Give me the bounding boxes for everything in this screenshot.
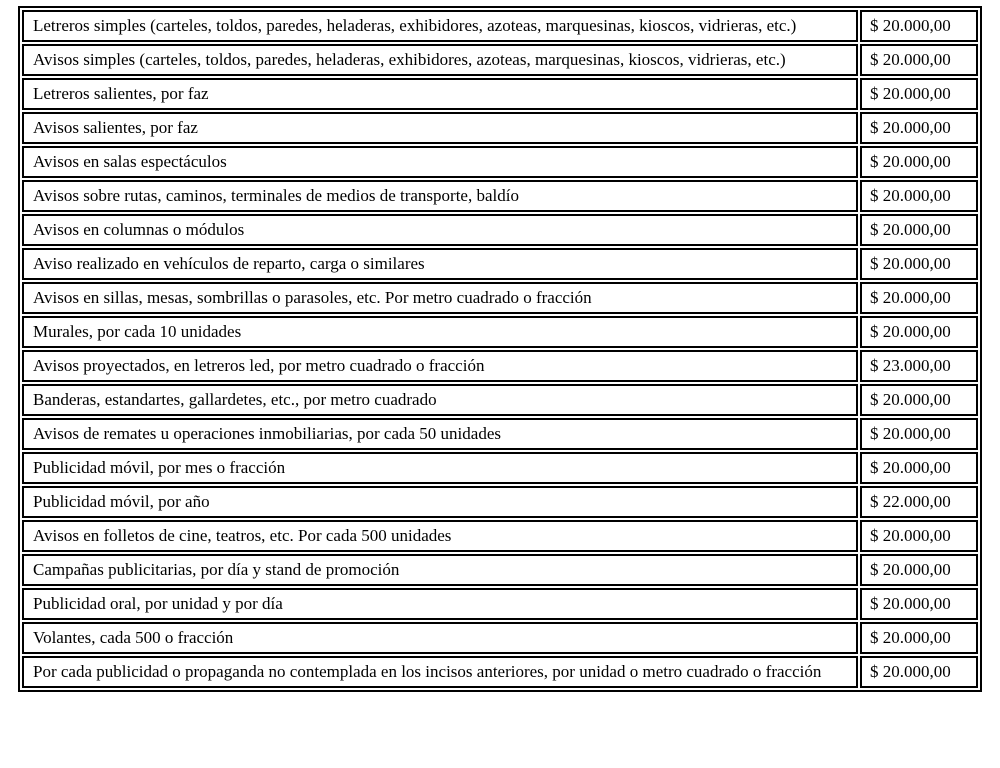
tariff-table [20,8,980,690]
item-description: Avisos simples (carteles, toldos, paredes, heladeras, exhibidores, azoteas, marquesinas, kioscos, vidrieras, etc.) [22,44,858,76]
item-price: $ 20.000,00 [860,112,978,144]
table-row [22,146,978,178]
table-row [22,214,978,246]
item-price: $ 20.000,00 [860,214,978,246]
item-description: Por cada publicidad o propaganda no contemplada en los incisos anteriores, por unidad o metro cuadrado o fracción [22,656,858,688]
table-row [22,180,978,212]
item-description: Aviso realizado en vehículos de reparto, carga o similares [22,248,858,280]
item-description: Publicidad móvil, por año [22,486,858,518]
tariff-table-border [18,6,982,692]
item-price: $ 22.000,00 [860,486,978,518]
item-description: Banderas, estandartes, gallardetes, etc., por metro cuadrado [22,384,858,416]
item-description: Murales, por cada 10 unidades [22,316,858,348]
table-row [22,588,978,620]
tariff-table-body [22,10,978,688]
table-row [22,656,978,688]
item-price: $ 20.000,00 [860,282,978,314]
item-description: Publicidad oral, por unidad y por día [22,588,858,620]
item-description: Avisos en sillas, mesas, sombrillas o parasoles, etc. Por metro cuadrado o fracción [22,282,858,314]
item-price: $ 20.000,00 [860,588,978,620]
item-price: $ 20.000,00 [860,44,978,76]
item-description: Avisos en columnas o módulos [22,214,858,246]
item-price: $ 20.000,00 [860,384,978,416]
table-row [22,554,978,586]
item-price: $ 20.000,00 [860,78,978,110]
item-price: $ 20.000,00 [860,656,978,688]
item-price: $ 20.000,00 [860,146,978,178]
item-description: Volantes, cada 500 o fracción [22,622,858,654]
table-row [22,10,978,42]
item-description: Avisos de remates u operaciones inmobiliarias, por cada 50 unidades [22,418,858,450]
table-row [22,112,978,144]
table-row [22,350,978,382]
table-row [22,452,978,484]
table-row [22,486,978,518]
item-price: $ 23.000,00 [860,350,978,382]
item-description: Campañas publicitarias, por día y stand de promoción [22,554,858,586]
table-row [22,418,978,450]
item-price: $ 20.000,00 [860,622,978,654]
table-row [22,520,978,552]
item-description: Avisos sobre rutas, caminos, terminales de medios de transporte, baldío [22,180,858,212]
item-price: $ 20.000,00 [860,418,978,450]
item-description: Avisos en folletos de cine, teatros, etc. Por cada 500 unidades [22,520,858,552]
item-description: Avisos proyectados, en letreros led, por metro cuadrado o fracción [22,350,858,382]
item-description: Publicidad móvil, por mes o fracción [22,452,858,484]
table-row [22,384,978,416]
item-price: $ 20.000,00 [860,10,978,42]
item-price: $ 20.000,00 [860,520,978,552]
item-description: Letreros simples (carteles, toldos, paredes, heladeras, exhibidores, azoteas, marquesinas, kioscos, vidrieras, etc.) [22,10,858,42]
item-price: $ 20.000,00 [860,554,978,586]
table-row [22,78,978,110]
item-price: $ 20.000,00 [860,248,978,280]
table-row [22,282,978,314]
item-price: $ 20.000,00 [860,316,978,348]
table-row [22,248,978,280]
item-price: $ 20.000,00 [860,180,978,212]
item-description: Letreros salientes, por faz [22,78,858,110]
table-row [22,44,978,76]
item-price: $ 20.000,00 [860,452,978,484]
table-row [22,622,978,654]
table-row [22,316,978,348]
item-description: Avisos salientes, por faz [22,112,858,144]
item-description: Avisos en salas espectáculos [22,146,858,178]
